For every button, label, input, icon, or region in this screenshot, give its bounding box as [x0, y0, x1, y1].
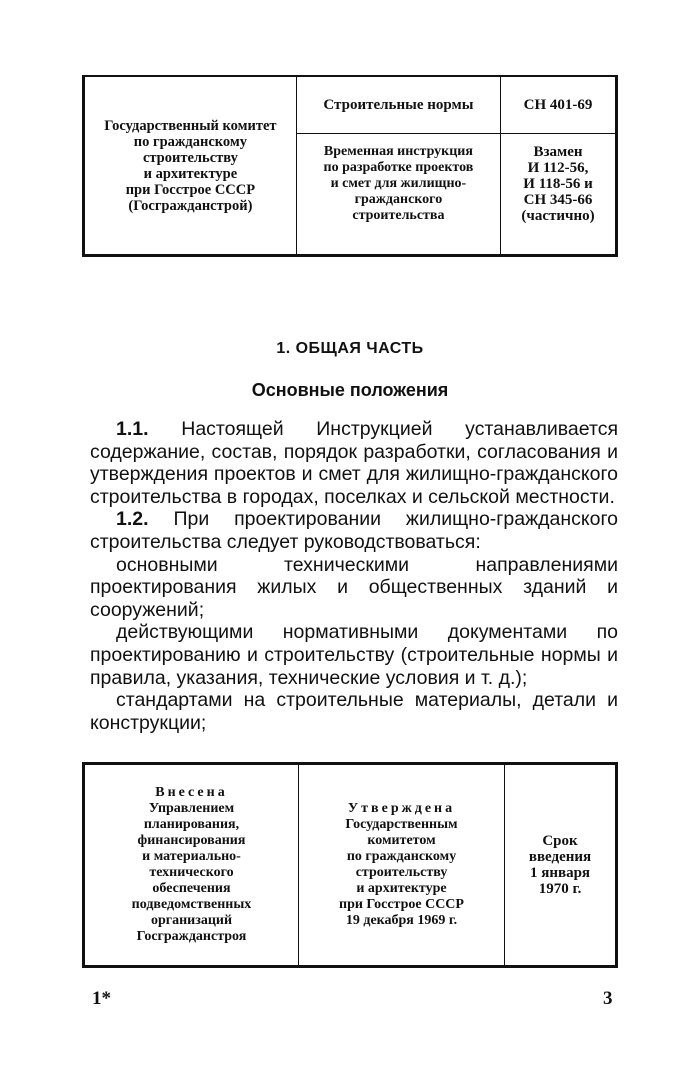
submitted-line: финансирования	[137, 833, 246, 848]
effective-line: 1970 г.	[538, 881, 582, 897]
submitted-line: обеспечения	[152, 881, 231, 896]
approval-table	[82, 762, 618, 968]
committee-line: Государственный комитет	[104, 117, 277, 134]
page-number: 3	[603, 988, 613, 1009]
list-item: стандартами на строительные материалы, детали и конструкции;	[90, 689, 618, 734]
doc-title-line: гражданского	[354, 192, 443, 207]
document-type: Строительные нормы	[296, 76, 500, 134]
paragraph-number: 1.2.	[116, 508, 149, 531]
approved-line: по гражданскому	[346, 849, 457, 864]
approved-line: при Госстрое СССР	[339, 897, 464, 912]
main-text	[90, 418, 618, 734]
committee-line: и архитектуре	[143, 165, 238, 182]
list-item: действующими нормативными документами по проектированию и строительству (строительные нормы и правила, указания, технические условия и т. д.);	[90, 621, 618, 689]
approved-line: строительству	[355, 865, 448, 880]
replaces-line: СН 345-66	[523, 192, 593, 208]
effective-date	[505, 764, 617, 967]
effective-line: введения	[528, 849, 592, 865]
replaces-documents	[501, 134, 617, 256]
paragraph-1-1	[90, 418, 618, 508]
paragraph-1-2	[90, 508, 618, 553]
section-title: 1. ОБЩАЯ ЧАСТЬ	[276, 340, 424, 357]
approved-line: и архитектуре	[356, 881, 447, 896]
paragraph-number: 1.1.	[116, 418, 149, 440]
replaces-line: И 112-56,	[527, 160, 589, 176]
committee-line: строительству	[142, 149, 238, 166]
approved-line: 19 декабря 1969 г.	[345, 913, 458, 928]
replaces-line: Взамен	[533, 144, 583, 160]
paragraph-text: Настоящей Инструкцией устанавливается содержание, состав, порядок разработки, согласования и утверждения проектов и смет для жилищно-гражданского строительства в городах, поселках и сельской местности.	[90, 418, 618, 508]
header-table	[82, 75, 618, 257]
submitted-heading: Внесена	[155, 785, 228, 800]
effective-line: 1 января	[529, 865, 591, 881]
doc-title-line: по разработке проектов	[323, 160, 474, 175]
document-code: СН 401-69	[501, 76, 617, 134]
submitted-line: организаций	[150, 913, 233, 928]
document-title	[296, 134, 500, 256]
replaces-line: (частично)	[521, 208, 595, 224]
committee-line: по гражданскому	[133, 133, 248, 150]
submitted-line: Управлением	[148, 801, 235, 816]
effective-line: Срок	[542, 833, 578, 849]
submitted-line: технического	[149, 865, 234, 880]
approved-line: комитетом	[367, 833, 436, 848]
approved-heading: Утверждена	[347, 801, 456, 816]
approved-line: Государственным	[345, 817, 458, 832]
replaces-line: И 118-56 и	[523, 176, 593, 192]
committee-line: (Госгражданстрой)	[128, 197, 253, 214]
issuing-committee	[84, 76, 297, 256]
paragraph-text: При проектировании жилищно-гражданского строительства следует руководствоваться:	[90, 508, 619, 553]
doc-title-line: строительства	[352, 208, 445, 223]
submitted-line: и материально-	[142, 849, 241, 864]
doc-title-line: Временная инструкция	[323, 144, 473, 159]
doc-title-line: и смет для жилищно-	[330, 176, 467, 191]
approved-by	[298, 764, 504, 967]
signature-mark: 1*	[92, 988, 111, 1009]
list-item: основными техническими направлениями проектирования жилых и общественных зданий и сооружений;	[90, 553, 618, 621]
submitted-line: Госгражданстроя	[136, 929, 247, 944]
submitted-by	[84, 764, 299, 967]
submitted-line: планирования,	[143, 817, 240, 832]
committee-line: при Госстрое СССР	[125, 181, 256, 198]
submitted-line: подведомственных	[131, 897, 252, 912]
subsection-title: Основные положения	[251, 380, 449, 400]
